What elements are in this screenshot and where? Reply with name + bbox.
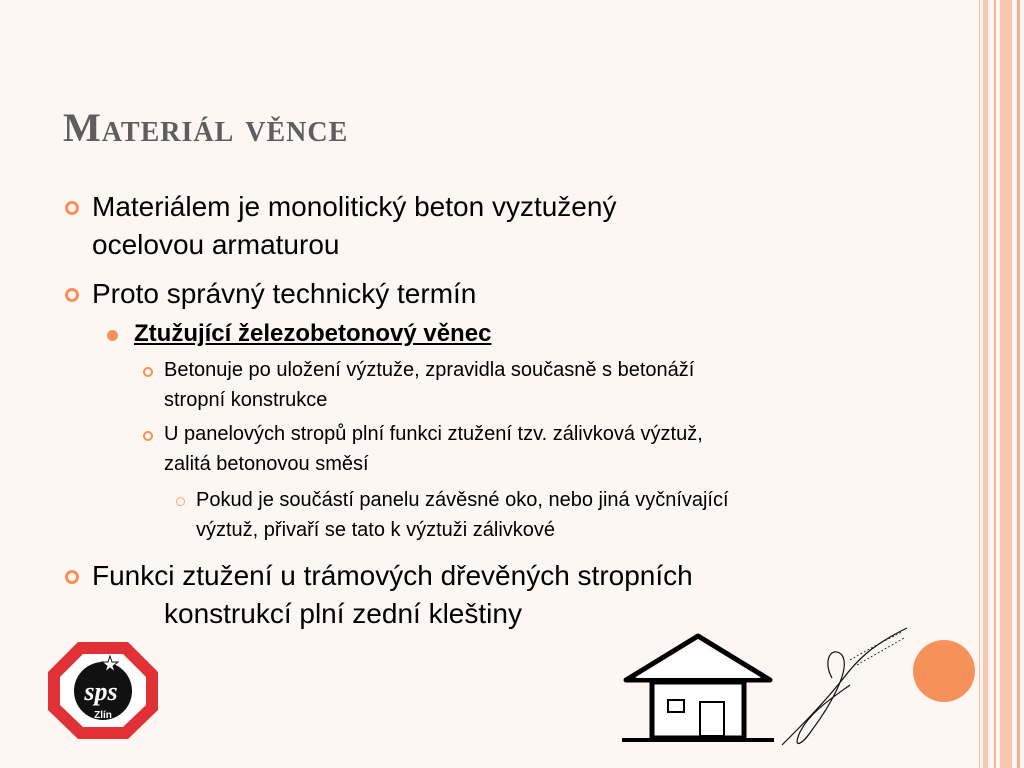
sub-sub-bullet-item [62, 419, 902, 479]
bullet-text: Funkci ztužení u trámových dřevěných stropních [92, 560, 693, 591]
bullet-text-continued: výztuž, přivaří se tato k výztuži zálivkové [196, 519, 556, 541]
ring-bullet-icon [143, 431, 153, 441]
bullet-item [62, 188, 902, 264]
sub-bullet-item [62, 319, 902, 349]
dot-bullet-icon [107, 330, 118, 341]
bullet-text-continued: ocelovou armaturou [92, 229, 340, 260]
ring-bullet-icon [176, 497, 185, 506]
decorative-stripes [974, 0, 1024, 768]
level4-bullet-item [62, 485, 902, 545]
sub-sub-bullet-item [62, 355, 902, 415]
ring-bullet-icon [65, 288, 79, 302]
ring-bullet-icon [65, 570, 79, 584]
house-icon [618, 632, 778, 744]
bullet-text-continued: stropní konstrukce [164, 389, 328, 411]
bullet-text: Proto správný technický termín [92, 278, 477, 309]
signature-icon [772, 620, 912, 760]
bullet-item [62, 275, 902, 313]
ring-bullet-icon [143, 367, 153, 377]
bullet-text: Materiálem je monolitický beton vyztužený [92, 191, 617, 222]
slide-title: Materiál věnce [63, 105, 349, 150]
bullet-text-continued: konstrukcí plní zední kleštiny [164, 598, 522, 629]
ring-bullet-icon [65, 201, 79, 215]
bullet-text: U panelových stropů plní funkci ztužení tzv. zálivková výztuž, [164, 423, 703, 445]
bullet-list [62, 188, 902, 644]
bullet-text: Betonuje po uložení výztuže, zpravidla současně s betonáží [164, 359, 695, 381]
school-logo-icon [44, 638, 162, 743]
bullet-text-continued: zalitá betonovou směsí [164, 453, 369, 475]
logo-text: sps [84, 677, 118, 706]
bullet-text: Pokud je součástí panelu závěsné oko, nebo jiná vyčnívající [196, 489, 729, 511]
logo-subtext: Zlín [94, 710, 112, 721]
decorative-circle [913, 640, 975, 702]
sub-bullet-text: Ztužující železobetonový věnec [134, 320, 492, 347]
